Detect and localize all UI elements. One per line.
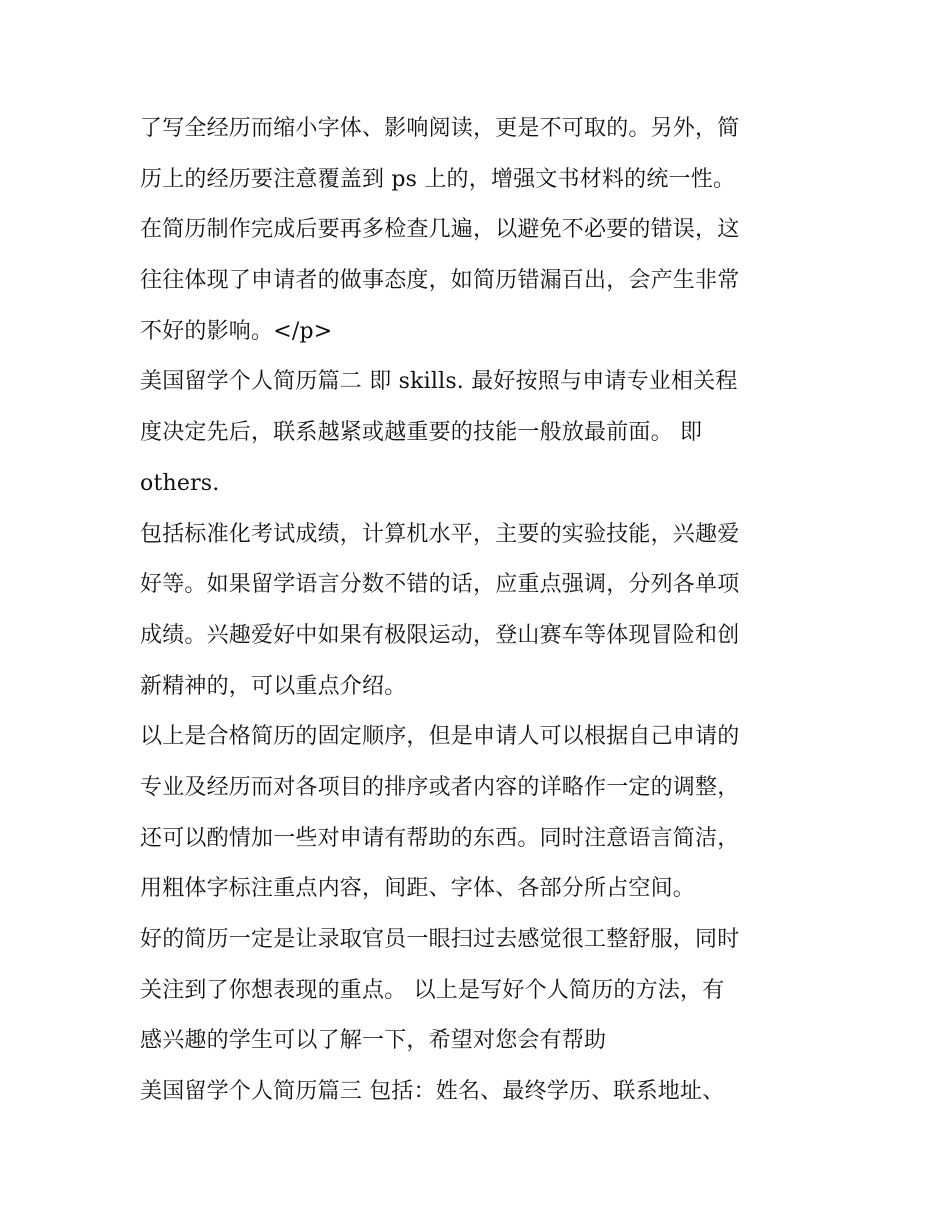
text-line: 包括标准化考试成绩，计算机水平，主要的实验技能，兴趣爱 [140, 521, 740, 547]
paragraph-order-adjustment [140, 712, 820, 915]
text-line: 感兴趣的学生可以了解一下，希望对您会有帮助 [140, 1028, 607, 1054]
paragraph-format-note [140, 104, 820, 205]
text-line: 好等。如果留学语言分数不错的话，应重点强调，分列各单项 [140, 572, 740, 598]
paragraph-proofreading [140, 205, 820, 357]
text-line: 新精神的，可以重点介绍。 [140, 673, 407, 699]
paragraph-good-resume [140, 915, 820, 1067]
text-line: 用粗体字标注重点内容，间距、字体、各部分所占空间。 [140, 876, 696, 902]
text-line: 还可以酌情加一些对申请有帮助的东西。同时注意语言简洁， [140, 825, 740, 851]
text-line: 以上是合格简历的固定顺序，但是申请人可以根据自己申请的 [140, 724, 740, 750]
text-line: 度决定先后，联系越紧或越重要的技能一般放最前面。 即 [140, 420, 703, 446]
text-line: 了写全经历而缩小字体、影响阅读，更是不可取的。另外，简 [140, 116, 740, 141]
text-line: 历上的经历要注意覆盖到 ps 上的，增强文书材料的统一性。 [140, 166, 736, 192]
paragraph-others [140, 510, 820, 713]
document-body [140, 104, 820, 1118]
text-line: 专业及经历而对各项目的排序或者内容的详略作一定的调整， [140, 774, 740, 800]
text-line: 关注到了你想表现的重点。 以上是写好个人简历的方法，有 [140, 977, 725, 1003]
text-line: 美国留学个人简历篇三 包括：姓名、最终学历、联系地址、 [140, 1079, 725, 1105]
text-line: 在简历制作完成后要再多检查几遍，以避免不必要的错误，这 [140, 217, 740, 243]
text-line: 成绩。兴趣爱好中如果有极限运动，登山赛车等体现冒险和创 [140, 622, 740, 648]
text-line: 好的简历一定是让录取官员一眼扫过去感觉很工整舒服，同时 [140, 927, 740, 952]
text-line: others. [140, 470, 220, 496]
paragraph-resume-part-two [140, 357, 820, 509]
paragraph-resume-part-three [140, 1067, 820, 1118]
text-line: 美国留学个人简历篇二 即 skills. 最好按照与申请专业相关程 [140, 369, 738, 395]
text-line: 往往体现了申请者的做事态度，如简历错漏百出，会产生非常 [140, 268, 740, 294]
text-line: 不好的影响。</p> [140, 318, 333, 344]
